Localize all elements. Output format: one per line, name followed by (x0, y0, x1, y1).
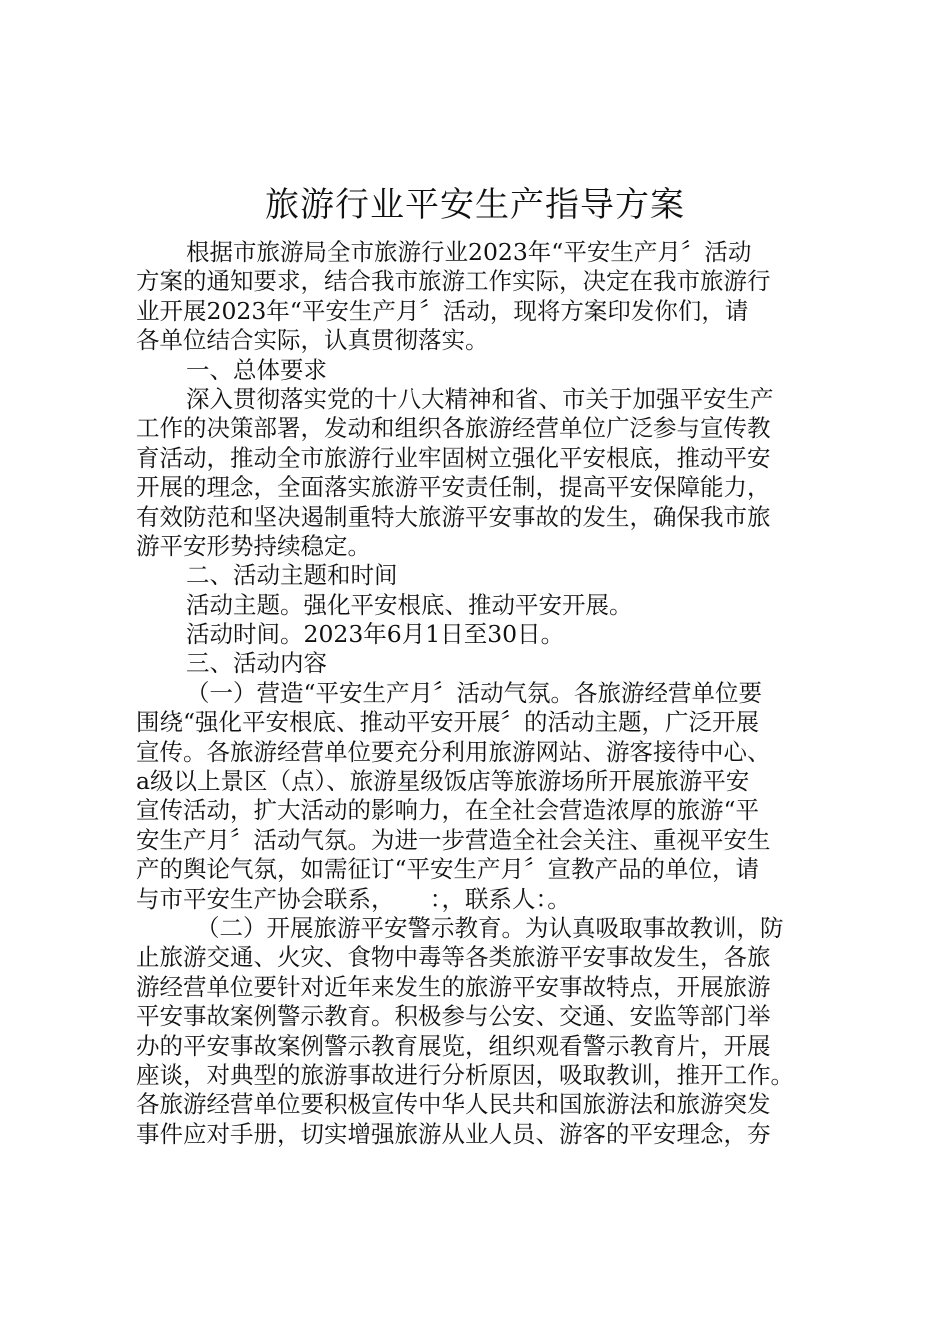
paragraph-line: 座谈，对典型的旅游事故进行分析原因，吸取教训，推开工作。 (136, 1060, 794, 1089)
paragraph-line: 工作的决策部署，发动和组织各旅游经营单位广泛参与宣传教 (136, 414, 771, 443)
paragraph-line: 有效防范和坚决遏制重特大旅游平安事故的发生，确保我市旅 (136, 502, 771, 531)
paragraph-line: 事件应对手册，切实增强旅游从业人员、游客的平安理念，夯 (136, 1119, 771, 1148)
paragraph-line: 办的平安事故案例警示教育展览，组织观看警示教育片，开展 (136, 1031, 771, 1060)
paragraph-line: （二）开展旅游平安警示教育。为认真吸取事故教训，防 (196, 913, 784, 942)
paragraph-line: 方案的通知要求，结合我市旅游工作实际，决定在我市旅游行 (136, 267, 771, 296)
paragraph-line: a级以上景区（点）、旅游星级饭店等旅游场所开展旅游平安 (136, 767, 750, 796)
paragraph-line: （一）营造“平安生产月〞活动气氛。各旅游经营单位要 (186, 678, 763, 707)
paragraph-line: 宣传活动，扩大活动的影响力，在全社会营造浓厚的旅游“平 (136, 796, 760, 825)
paragraph-line: 平安事故案例警示教育。积极参与公安、交通、安监等部门举 (136, 1002, 771, 1031)
section-heading: 三、活动内容 (186, 649, 327, 678)
paragraph-line: 围绕“强化平安根底、推动平安开展〞的活动主题，广泛开展 (136, 708, 760, 737)
paragraph-line: 各单位结合实际，认真贯彻落实。 (136, 326, 489, 355)
section-heading: 一、总体要求 (186, 355, 327, 384)
paragraph-line: 深入贯彻落实党的十八大精神和省、市关于加强平安生产 (186, 384, 774, 413)
paragraph-line: 安生产月〞活动气氛。为进一步营造全社会关注、重视平安生 (136, 825, 771, 854)
paragraph-line: 活动时间。2023年6月1日至30日。 (186, 620, 565, 649)
paragraph-line: 产的舆论气氛，如需征订“平安生产月〞宣教产品的单位，请 (136, 855, 760, 884)
section-heading: 二、活动主题和时间 (186, 561, 398, 590)
document-title: 旅游行业平安生产指导方案 (265, 185, 685, 225)
paragraph-line: 止旅游交通、火灾、食物中毒等各类旅游平安事故发生，各旅 (136, 943, 771, 972)
paragraph-line: 各旅游经营单位要积极宣传中华人民共和国旅游法和旅游突发 (136, 1090, 771, 1119)
document-body (136, 238, 826, 1149)
paragraph-line: 根据市旅游局全市旅游行业2023年“平安生产月〞活动 (186, 238, 752, 266)
paragraph-line: 业开展2023年“平安生产月〞活动，现将方案印发你们，请 (136, 296, 749, 325)
paragraph-line: 宣传。各旅游经营单位要充分利用旅游网站、游客接待中心、 (136, 737, 771, 766)
paragraph-line: 活动主题。强化平安根底、推动平安开展。 (186, 590, 633, 619)
paragraph-line: 游平安形势持续稳定。 (136, 531, 371, 560)
paragraph-line: 育活动，推动全市旅游行业牢固树立强化平安根底，推动平安 (136, 443, 771, 472)
paragraph-line: 游经营单位要针对近年来发生的旅游平安事故特点，开展旅游 (136, 972, 771, 1001)
paragraph-line: 与市平安生产协会联系， ：，联系人：。 (136, 884, 571, 913)
paragraph-line: 开展的理念，全面落实旅游平安责任制，提高平安保障能力， (136, 473, 771, 502)
